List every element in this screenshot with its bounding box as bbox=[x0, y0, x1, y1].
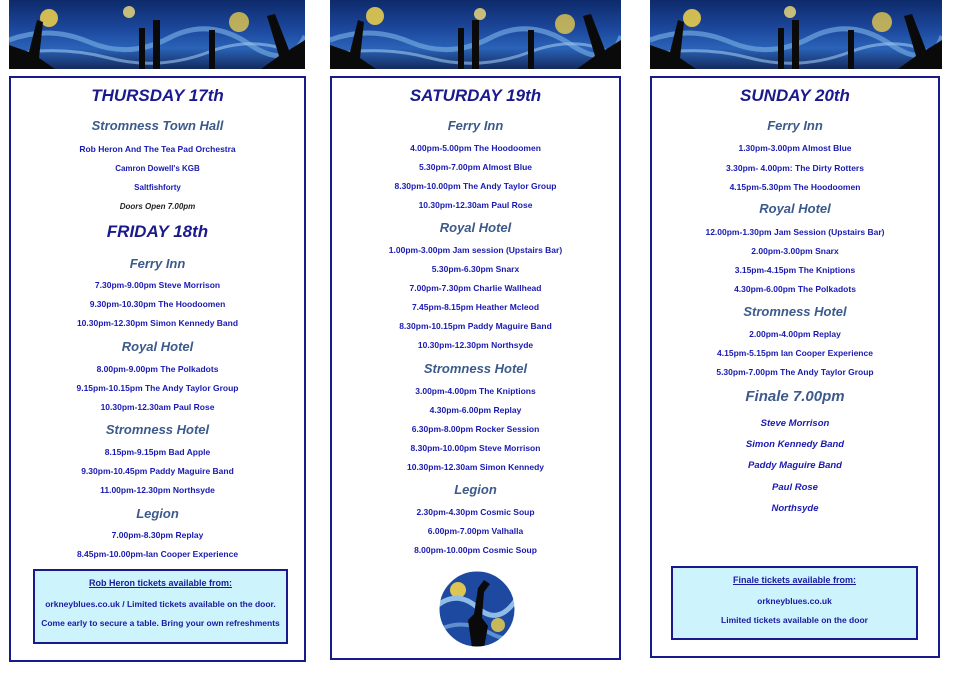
guitar-silhouette-icon bbox=[330, 0, 621, 69]
ticket-info-box bbox=[33, 569, 288, 644]
guitar-silhouette-icon bbox=[9, 0, 305, 69]
gig-listing: 2.00pm-3.00pm Snarx bbox=[751, 246, 839, 256]
gig-listing: 10.30pm-12.30am Paul Rose bbox=[100, 402, 215, 412]
gig-listing: 5.30pm-7.00pm The Andy Taylor Group bbox=[716, 367, 874, 377]
gig-listing: 8.30pm-10.00pm Steve Morrison bbox=[410, 443, 541, 453]
gig-listing: 10.30pm-12.30am Simon Kennedy bbox=[406, 462, 544, 472]
gig-listing: 8.00pm-9.00pm The Polkadots bbox=[96, 364, 219, 374]
guitar-silhouette-icon bbox=[650, 0, 942, 69]
day-title-saturday: SATURDAY 19th bbox=[409, 86, 542, 105]
gig-listing: 3.30pm- 4.00pm: The Dirty Rotters bbox=[726, 163, 864, 173]
gig-listing: 8.00pm-10.00pm Cosmic Soup bbox=[414, 545, 537, 555]
gig-listing: 9.15pm-10.15pm The Andy Taylor Group bbox=[76, 383, 239, 393]
guitar-badge-icon bbox=[438, 570, 516, 648]
venue-royal-hotel: Royal Hotel bbox=[439, 220, 512, 235]
finale-artist: Northsyde bbox=[771, 503, 819, 514]
gig-listing: 4.30pm-6.00pm Replay bbox=[429, 405, 522, 415]
venue-legion: Legion bbox=[136, 506, 179, 521]
ticket-box-heading: Rob Heron tickets available from: bbox=[88, 578, 233, 588]
ticket-box-heading: Finale tickets available from: bbox=[732, 575, 857, 585]
gig-listing: 10.30pm-12.30am Paul Rose bbox=[418, 200, 533, 210]
gig-listing: 12.00pm-1.30pm Jam Session (Upstairs Bar) bbox=[705, 227, 885, 237]
finale-artist: Paul Rose bbox=[772, 482, 818, 493]
gig-listing: 5.30pm-6.30pm Snarx bbox=[431, 264, 520, 274]
support-act: Saltfishforty bbox=[134, 183, 181, 192]
venue-stromness-hotel: Stromness Hotel bbox=[743, 304, 847, 319]
gig-listing: 2.30pm-4.30pm Cosmic Soup bbox=[416, 507, 535, 517]
starry-night-banner bbox=[330, 0, 621, 69]
gig-listing: 9.30pm-10.45pm Paddy Maguire Band bbox=[81, 466, 234, 476]
gig-listing: 8.45pm-10.00pm-Ian Cooper Experience bbox=[76, 549, 239, 559]
day-title-friday: FRIDAY 18th bbox=[106, 222, 209, 241]
panel-saturday bbox=[330, 76, 621, 660]
gig-listing: 8.30pm-10.15pm Paddy Maguire Band bbox=[399, 321, 552, 331]
gig-listing: 2.00pm-4.00pm Replay bbox=[749, 329, 841, 339]
gig-listing: 10.30pm-12.30pm Simon Kennedy Band bbox=[76, 318, 239, 328]
finale-artist: Steve Morrison bbox=[760, 418, 830, 429]
ticket-box-line: Limited tickets available on the door bbox=[721, 615, 868, 625]
venue-royal-hotel: Royal Hotel bbox=[121, 339, 194, 354]
gig-listing: 8.15pm-9.15pm Bad Apple bbox=[104, 447, 211, 457]
gig-listing: 3.00pm-4.00pm The Kniptions bbox=[415, 386, 536, 396]
starry-night-banner bbox=[9, 0, 305, 69]
doors-open-text: Doors Open 7.00pm bbox=[119, 202, 196, 211]
gig-listing: 7.00pm-7.30pm Charlie Wallhead bbox=[409, 283, 542, 293]
venue-stromness-hotel: Stromness Hotel bbox=[423, 361, 528, 376]
venue-ferry-inn: Ferry Inn bbox=[447, 118, 504, 133]
venue-royal-hotel: Royal Hotel bbox=[759, 201, 831, 216]
venue-ferry-inn: Ferry Inn bbox=[767, 118, 823, 133]
gig-listing: 11.00pm-12.30pm Northsyde bbox=[100, 485, 215, 495]
venue-stromness-town-hall: Stromness Town Hall bbox=[91, 118, 224, 133]
panel-sunday bbox=[650, 76, 940, 658]
gig-listing: 4.30pm-6.00pm The Polkadots bbox=[734, 284, 856, 294]
venue-ferry-inn: Ferry Inn bbox=[129, 256, 186, 271]
column-thursday-friday bbox=[0, 0, 310, 676]
gig-listing: 9.30pm-10.30pm The Hoodoomen bbox=[89, 299, 226, 309]
gig-listing: 3.15pm-4.15pm The Kniptions bbox=[734, 265, 856, 275]
ticket-box-line: Come early to secure a table. Bring your own refreshments bbox=[41, 618, 280, 628]
finale-heading: Finale 7.00pm bbox=[745, 388, 845, 405]
day-title-sunday: SUNDAY 20th bbox=[740, 86, 850, 105]
starry-night-banner bbox=[650, 0, 942, 69]
gig-listing: 1.00pm-3.00pm Jam session (Upstairs Bar) bbox=[388, 245, 563, 255]
headline-act: Rob Heron And The Tea Pad Orchestra bbox=[79, 144, 236, 154]
gig-listing: 5.30pm-7.00pm Almost Blue bbox=[418, 162, 533, 172]
column-sunday bbox=[640, 0, 954, 676]
finale-artist: Paddy Maguire Band bbox=[748, 460, 842, 471]
gig-listing: 6.30pm-8.00pm Rocker Session bbox=[411, 424, 540, 434]
gig-listing: 4.15pm-5.30pm The Hoodoomen bbox=[729, 182, 861, 192]
gig-listing: 6.00pm-7.00pm Valhalla bbox=[427, 526, 524, 536]
venue-stromness-hotel: Stromness Hotel bbox=[105, 422, 210, 437]
panel-thursday-friday bbox=[9, 76, 306, 662]
finale-artist: Simon Kennedy Band bbox=[745, 439, 845, 450]
ticket-box-line: orkneyblues.co.uk bbox=[757, 596, 832, 606]
ticket-box-line: orkneyblues.co.uk / Limited tickets available on the door. bbox=[45, 599, 276, 609]
gig-listing: 4.15pm-5.15pm Ian Cooper Experience bbox=[717, 348, 873, 358]
gig-listing: 10.30pm-12.30pm Northsyde bbox=[417, 340, 534, 350]
column-saturday bbox=[320, 0, 630, 676]
gig-listing: 8.30pm-10.00pm The Andy Taylor Group bbox=[394, 181, 557, 191]
venue-legion: Legion bbox=[454, 482, 497, 497]
ticket-info-box bbox=[671, 566, 918, 640]
gig-listing: 7.30pm-9.00pm Steve Morrison bbox=[94, 280, 221, 290]
support-act: Camron Dowell's KGB bbox=[115, 164, 200, 173]
day-title-thursday: THURSDAY 17th bbox=[91, 86, 224, 105]
gig-listing: 7.45pm-8.15pm Heather Mcleod bbox=[411, 302, 540, 312]
gig-listing: 4.00pm-5.00pm The Hoodoomen bbox=[410, 143, 541, 153]
gig-listing: 1.30pm-3.00pm Almost Blue bbox=[738, 143, 852, 153]
gig-listing: 7.00pm-8.30pm Replay bbox=[111, 530, 204, 540]
